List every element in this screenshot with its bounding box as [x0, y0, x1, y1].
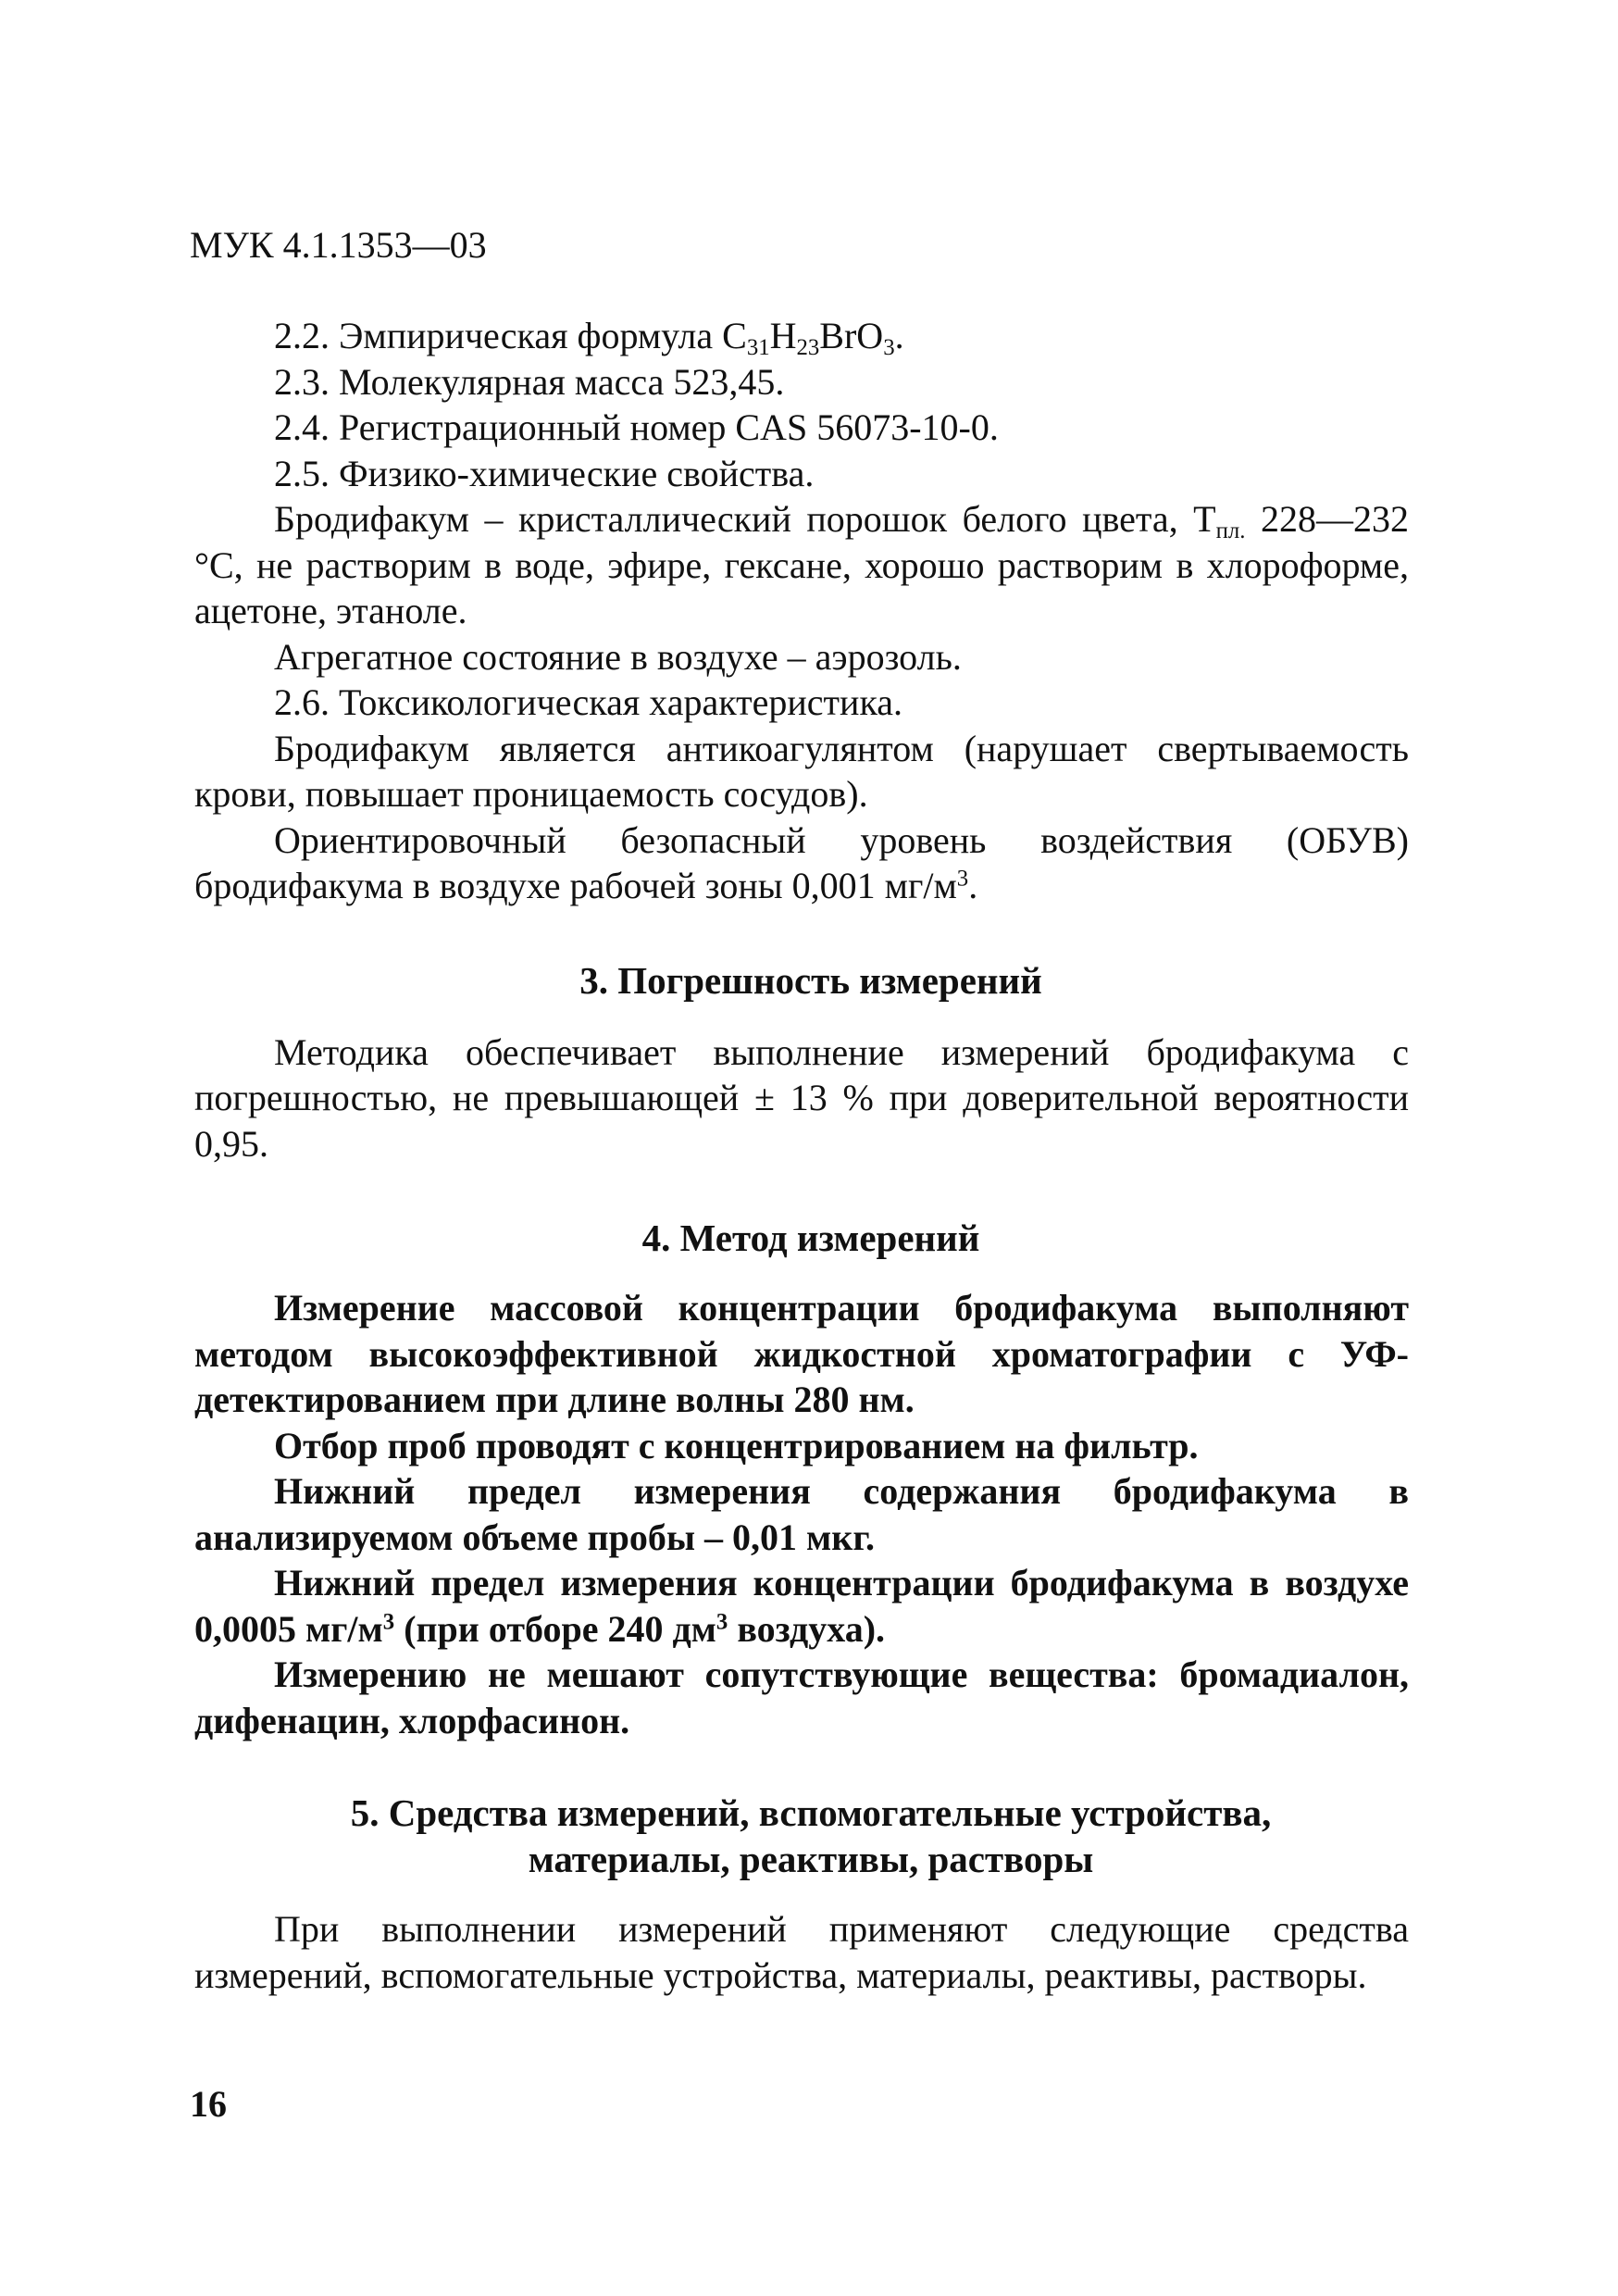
- section-5-heading-line-2: материалы, реактивы, растворы: [528, 1838, 1094, 1880]
- section-3-heading: 3. Погрешность измерений: [579, 958, 1042, 1002]
- lower-limit-text-c: воздуха).: [728, 1607, 886, 1650]
- melting-point-sub: пл.: [1215, 518, 1246, 543]
- obuv-text: Ориентировочный безопасный уровень воздействия (ОБУВ) бродифакума в воздухе рабочей зоны 0,001 мг/м: [194, 818, 1409, 906]
- page-content: [194, 313, 1409, 1998]
- formula-br: BrO: [819, 315, 884, 356]
- formula-c-sub: 31: [746, 334, 770, 360]
- cas-number-line: 2.4. Регистрационный номер CAS 56073-10-0.: [274, 406, 999, 448]
- document-code-header: МУК 4.1.1353—03: [190, 224, 487, 266]
- section-4-paragraph-1: Измерение массовой концентрации бродифакума выполняют методом высокоэффективной жидкостной хроматографии с УФ-детектированием при длине волны 280 нм.: [194, 1287, 1409, 1420]
- lower-limit-sup-2: 3: [716, 1608, 728, 1634]
- empirical-formula-line: [194, 313, 1409, 359]
- section-4-paragraph-2: Отбор проб проводят с концентрированием на фильтр.: [274, 1424, 1199, 1466]
- molecular-mass-line: 2.3. Молекулярная масса 523,45.: [274, 360, 785, 403]
- obuv-sup: 3: [956, 866, 969, 892]
- formula-h: H: [769, 315, 797, 356]
- section-5-heading: [194, 1790, 1409, 1882]
- toxicology-paragraph: Бродифакум является антикоагулянтом (нарушает свертываемость крови, повышает проницаемость сосудов).: [194, 727, 1409, 815]
- properties-rest: 228—232 °С, не растворим в воде, эфире, гексане, хорошо растворим в хлороформе, ацетоне, этаноле.: [194, 498, 1409, 631]
- lower-limit-text-a: Нижний предел измерения концентрации бродифакума в воздухе 0,0005 мг/м: [194, 1562, 1409, 1650]
- properties-paragraph: [194, 496, 1409, 634]
- lower-limit-sup-1: 3: [382, 1608, 395, 1634]
- section-4-heading: 4. Метод измерений: [641, 1217, 980, 1259]
- section-4-paragraph-3: Нижний предел измерения содержания бродифакума в анализируемом объеме пробы – 0,01 мкг.: [194, 1470, 1409, 1558]
- section-5-heading-line-1: 5. Средства измерений, вспомогательные устройства,: [350, 1791, 1272, 1834]
- properties-line-1: Бродифакум – кристаллический порошок белого цвета,: [274, 498, 1178, 540]
- section-4-paragraph-5: Измерению не мешают сопутствующие вещества: бромадиалон, дифенацин, хлорфасинон.: [194, 1653, 1409, 1741]
- melting-point-symbol: Т: [1193, 498, 1216, 540]
- section-5-paragraph: При выполнении измерений применяют следующие средства измерений, вспомогательные устройства, материалы, реактивы, растворы.: [194, 1908, 1409, 1996]
- formula-h-sub: 23: [796, 334, 820, 360]
- formula-end: .: [894, 315, 904, 356]
- section-3-paragraph: Методика обеспечивает выполнение измерений бродифакума с погрешностью, не превышающей ± 13 % при доверительной вероятности 0,95.: [194, 1030, 1409, 1165]
- formula-o-sub: 3: [883, 334, 895, 360]
- toxicology-title: 2.6. Токсикологическая характеристика.: [274, 681, 903, 723]
- formula-prefix: 2.2. Эмпирическая формула: [274, 315, 723, 356]
- obuv-end: .: [968, 865, 978, 906]
- page-number: 16: [190, 2083, 227, 2125]
- formula-c: C: [722, 315, 747, 356]
- section-4-paragraph-4: [194, 1560, 1409, 1652]
- aggregate-state-line: Агрегатное состояние в воздухе – аэрозоль.: [274, 635, 962, 678]
- lower-limit-text-b: (при отборе 240 дм: [394, 1607, 716, 1650]
- properties-title: 2.5. Физико-химические свойства.: [274, 452, 815, 494]
- obuv-paragraph: [194, 817, 1409, 909]
